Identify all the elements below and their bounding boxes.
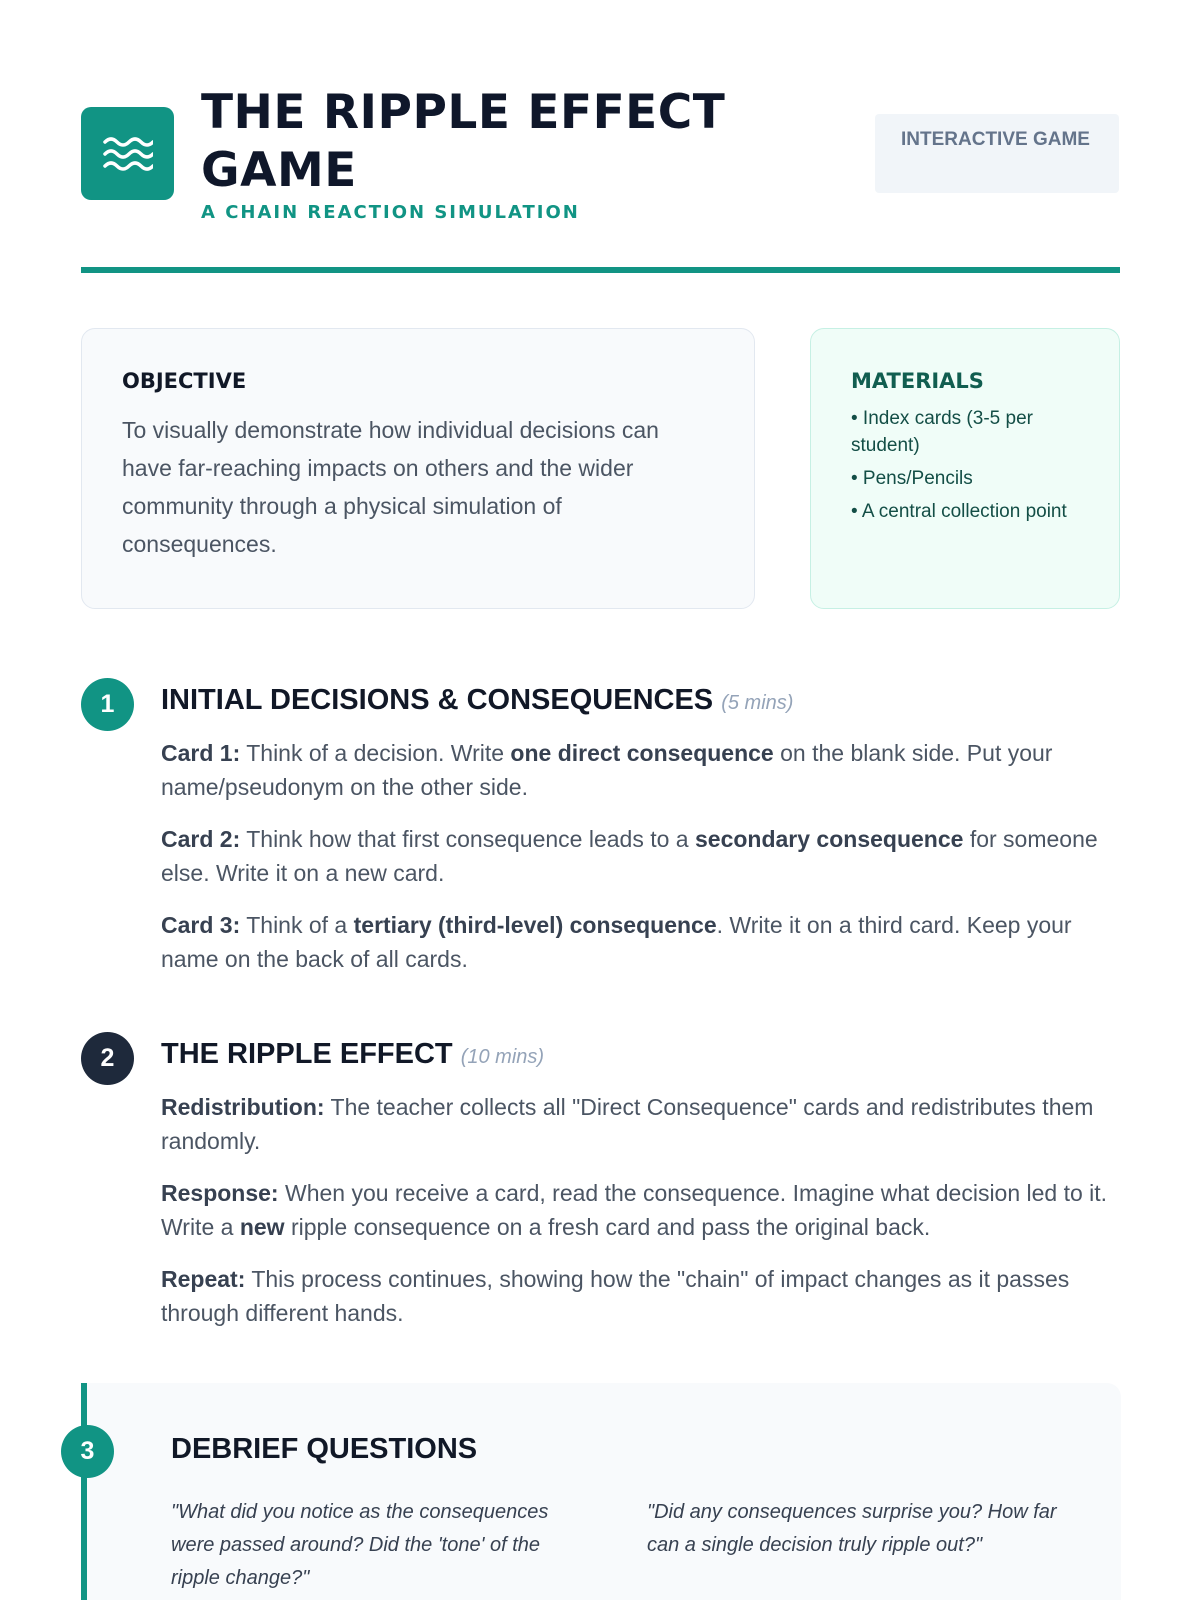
emphasis-text: secondary consequence xyxy=(694,826,964,852)
step-title xyxy=(161,1032,544,1079)
objective-heading: OBJECTIVE xyxy=(122,369,247,393)
instruction-text: for someone else. Write it on a new card. xyxy=(161,826,1098,886)
list-item: • Index cards (3-5 per student) xyxy=(851,408,1033,456)
step-label: Repeat: xyxy=(161,1266,246,1292)
step-number-badge: 2 xyxy=(81,1032,134,1085)
instruction-text: . Write it on a third card. Keep your name on the back of all cards. xyxy=(161,912,1072,972)
card-label: Card 3: xyxy=(161,912,241,938)
debrief-section xyxy=(81,1383,1121,1600)
page-subtitle: A CHAIN REACTION SIMULATION xyxy=(201,202,580,223)
step-number-badge: 3 xyxy=(61,1425,114,1478)
step-title-text: THE RIPPLE EFFECT xyxy=(161,1038,453,1070)
page-title: THE RIPPLE EFFECT GAME xyxy=(201,85,726,198)
list-item: • Pens/Pencils xyxy=(851,468,973,489)
card-label: Card 2: xyxy=(161,826,241,852)
step-label: Redistribution: xyxy=(161,1094,325,1120)
debrief-heading: DEBRIEF QUESTIONS xyxy=(171,1433,478,1465)
card-1-instruction xyxy=(161,736,1121,804)
objective-text: To visually demonstrate how individual decisions can have far-reaching impacts on others and the wider community through a physical simulation of consequences. xyxy=(122,417,659,557)
step-duration: (5 mins) xyxy=(721,692,794,714)
emphasis-text: tertiary (third-level) consequence xyxy=(353,912,717,938)
response-instruction xyxy=(161,1176,1121,1244)
materials-card xyxy=(810,328,1120,609)
redistribution-instruction xyxy=(161,1090,1121,1158)
instruction-text: When you receive a card, read the consequence. Imagine what decision led to it. Write a xyxy=(161,1180,1108,1240)
waves-icon xyxy=(103,134,153,174)
materials-heading: MATERIALS xyxy=(851,369,984,393)
emphasis-text: new xyxy=(239,1214,285,1240)
instruction-text: This process continues, showing how the "chain" of impact changes as it passes through different hands. xyxy=(161,1266,1070,1326)
objective-card xyxy=(81,328,755,609)
step-label: Response: xyxy=(161,1180,279,1206)
type-badge: INTERACTIVE GAME xyxy=(875,114,1119,193)
instruction-text: Think how that first consequence leads to a xyxy=(240,826,695,852)
instruction-text: on the blank side. Put your name/pseudonym on the other side. xyxy=(161,740,1053,800)
step-body xyxy=(161,1090,1121,1348)
logo xyxy=(81,107,174,200)
step-body xyxy=(161,736,1121,994)
card-3-instruction xyxy=(161,908,1121,976)
step-title-text: INITIAL DECISIONS & CONSEQUENCES xyxy=(161,684,714,716)
repeat-instruction xyxy=(161,1262,1121,1330)
header-divider xyxy=(81,267,1120,273)
page-header xyxy=(81,84,1119,274)
instruction-text: The teacher collects all "Direct Consequence" cards and redistributes them randomly. xyxy=(161,1094,1094,1154)
debrief-question-1: "What did you notice as the consequences were passed around? Did the 'tone' of the ripple change?" xyxy=(171,1501,549,1589)
step-number-badge: 1 xyxy=(81,678,134,731)
step-title xyxy=(161,678,793,725)
card-label: Card 1: xyxy=(161,740,241,766)
debrief-question-2: "Did any consequences surprise you? How far can a single decision truly ripple out?" xyxy=(647,1501,1057,1556)
materials-list xyxy=(851,405,1079,525)
emphasis-text: one direct consequence xyxy=(510,740,774,766)
list-item: • A central collection point xyxy=(851,501,1067,522)
card-2-instruction xyxy=(161,822,1121,890)
step-duration: (10 mins) xyxy=(460,1046,545,1068)
instruction-text: ripple consequence on a fresh card and pass the original back. xyxy=(284,1214,931,1240)
instruction-text: Think of a decision. Write xyxy=(240,740,511,766)
instruction-text: Think of a xyxy=(240,912,354,938)
step-2-section xyxy=(81,1032,1121,1352)
step-1-section xyxy=(81,678,1121,998)
